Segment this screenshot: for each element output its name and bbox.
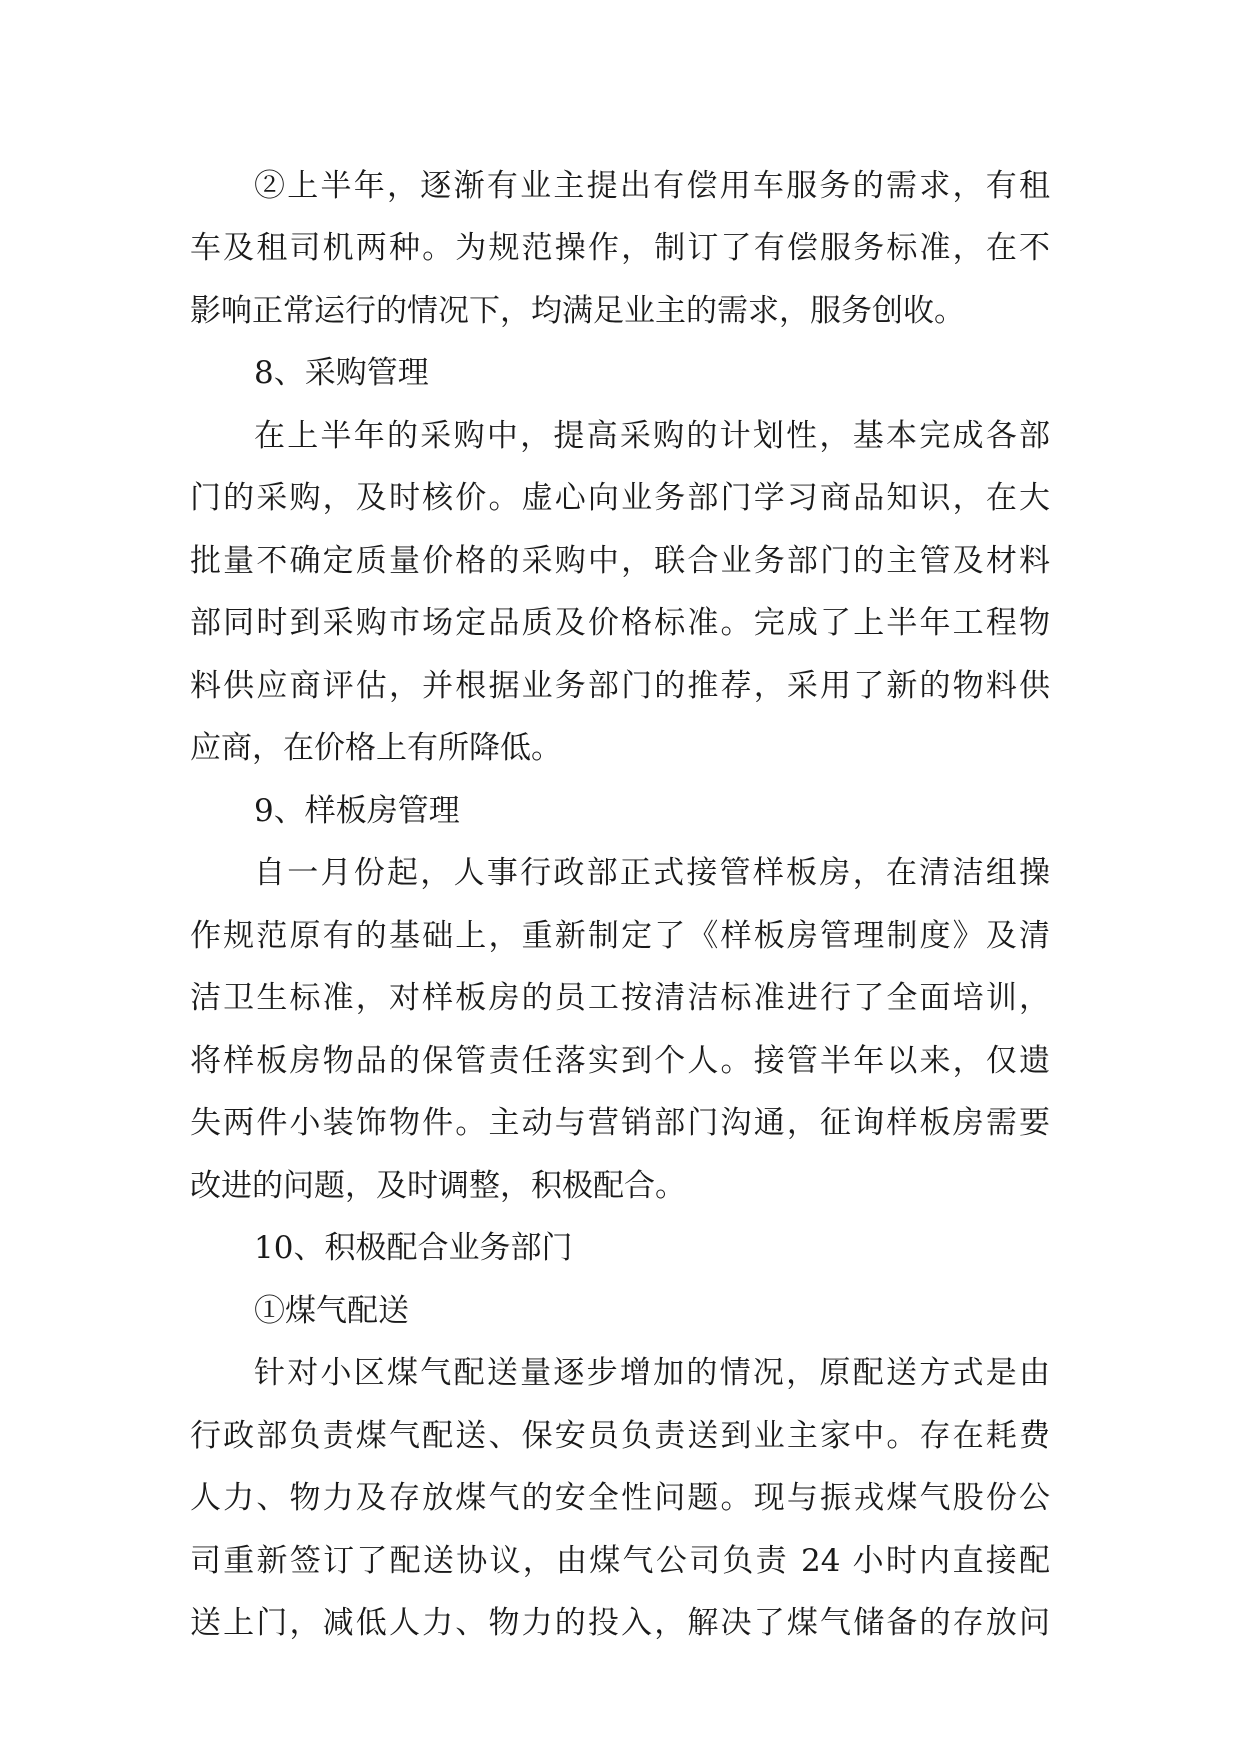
text-line: 送上门，减低人力、物力的投入，解决了煤气储备的存放问 bbox=[190, 1605, 1050, 1641]
subsection-heading: ①煤气配送 bbox=[254, 1293, 409, 1329]
text-line: 应商，在价格上有所降低。 bbox=[190, 730, 562, 766]
text-line: 作规范原有的基础上，重新制定了《样板房管理制度》及清 bbox=[190, 918, 1050, 954]
text-line: 行政部负责煤气配送、保安员负责送到业主家中。存在耗费 bbox=[190, 1418, 1050, 1454]
section-heading: 8、采购管理 bbox=[254, 355, 429, 391]
text-line: 影响正常运行的情况下，均满足业主的需求，服务创收。 bbox=[190, 293, 965, 329]
text-line: 改进的问题，及时调整，积极配合。 bbox=[190, 1168, 686, 1204]
text-line: 失两件小装饰物件。主动与营销部门沟通，征询样板房需要 bbox=[190, 1105, 1050, 1141]
text-line: 部同时到采购市场定品质及价格标准。完成了上半年工程物 bbox=[190, 605, 1050, 641]
text-line: 司重新签订了配送协议，由煤气公司负责 24 小时内直接配 bbox=[190, 1543, 1050, 1579]
section-heading: 9、样板房管理 bbox=[254, 793, 460, 829]
text-line: ②上半年，逐渐有业主提出有偿用车服务的需求，有租 bbox=[254, 168, 1050, 204]
text-line: 人力、物力及存放煤气的安全性问题。现与振戎煤气股份公 bbox=[190, 1480, 1050, 1516]
text-line: 料供应商评估，并根据业务部门的推荐，采用了新的物料供 bbox=[190, 668, 1050, 704]
text-line: 将样板房物品的保管责任落实到个人。接管半年以来，仅遗 bbox=[190, 1043, 1050, 1079]
text-line: 批量不确定质量价格的采购中，联合业务部门的主管及材料 bbox=[190, 543, 1050, 579]
text-line: 自一月份起，人事行政部正式接管样板房，在清洁组操 bbox=[254, 855, 1050, 891]
text-line: 针对小区煤气配送量逐步增加的情况，原配送方式是由 bbox=[254, 1355, 1050, 1391]
text-line: 门的采购，及时核价。虚心向业务部门学习商品知识，在大 bbox=[190, 480, 1050, 516]
section-heading: 10、积极配合业务部门 bbox=[254, 1230, 573, 1266]
text-line: 在上半年的采购中，提高采购的计划性，基本完成各部 bbox=[254, 418, 1050, 454]
text-line: 洁卫生标准，对样板房的员工按清洁标准进行了全面培训， bbox=[190, 980, 1050, 1016]
text-line: 车及租司机两种。为规范操作，制订了有偿服务标准，在不 bbox=[190, 230, 1050, 266]
